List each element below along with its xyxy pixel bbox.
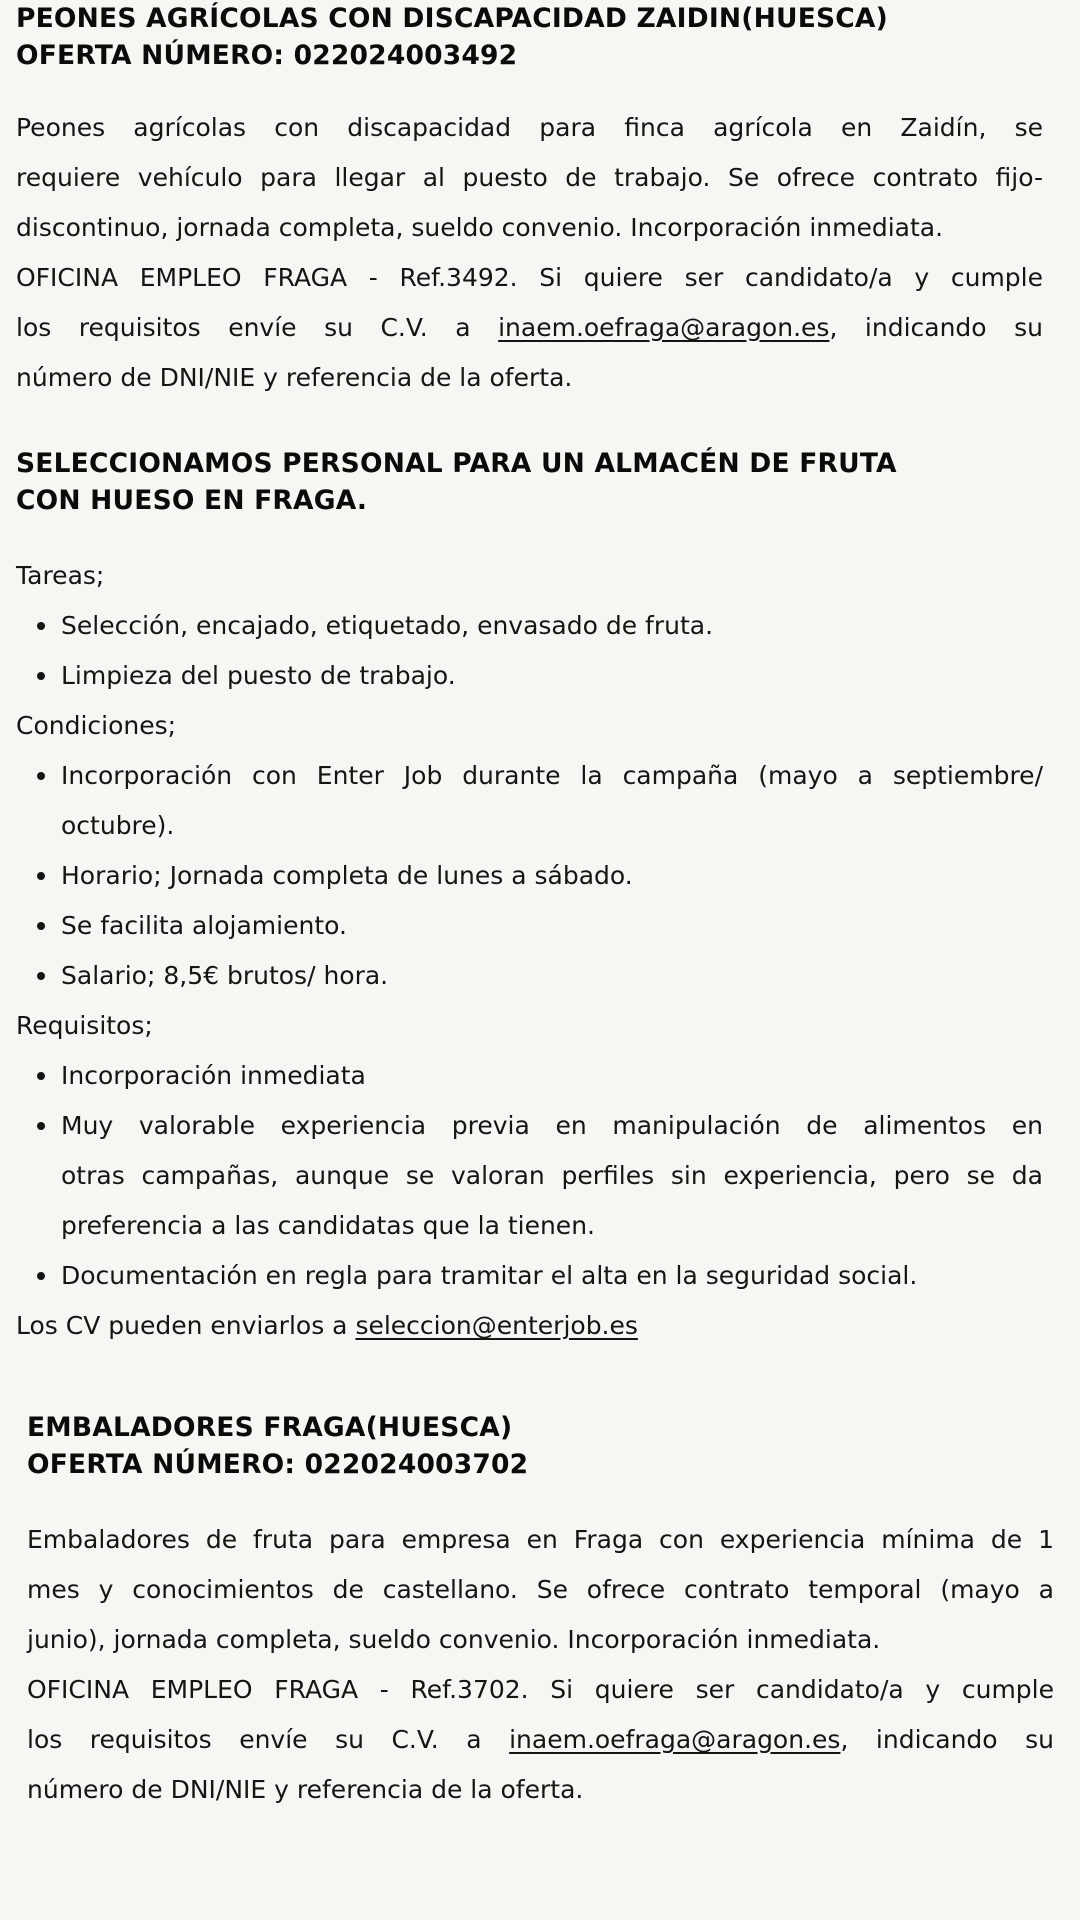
offer-zaidin-desc-line1: Peones agrícolas con discapacidad para finca agrícola en Zaidín, se [16,113,1043,142]
condition-line: Incorporación con Enter Job durante la campaña (mayo a septiembre/ [61,761,1043,790]
offer-zaidin-offer-number: OFERTA NÚMERO: 022024003492 [16,40,518,71]
offer-embaladores-office-text-after: , indicando su [840,1725,1054,1754]
offer-zaidin-office-text: los requisitos envíe su C.V. a [16,313,499,342]
cv-contact-text: Los CV pueden enviarlos a [16,1311,356,1340]
offer-embaladores-desc-line2: mes y conocimientos de castellano. Se ofrece contrato temporal (mayo a [27,1575,1054,1604]
tasks-label: Tareas; [16,561,105,590]
offer-zaidin-office-line1: OFICINA EMPLEO FRAGA - Ref.3492. Si quiere ser candidato/a y cumple [16,263,1043,292]
offer-embaladores-office-text: los requisitos envíe su C.V. a [27,1725,510,1754]
requirement-line: preferencia a las candidatas que la tienen. [61,1211,595,1240]
list-item: Selección, encajado, etiquetado, envasado de fruta. [61,601,1043,651]
offer-zaidin [16,0,1042,74]
requirements-label: Requisitos; [16,1011,153,1040]
conditions-list [16,751,1043,1001]
offer-embaladores [27,1409,1053,1483]
offer-zaidin-office-line3: número de DNI/NIE y referencia de la oferta. [16,363,573,392]
offer-embaladores-office-info [27,1665,1054,1815]
list-item: Horario; Jornada completa de lunes a sábado. [61,851,1043,901]
list-item: Se facilita alojamiento. [61,901,1043,951]
offer-almacen-body [16,551,1043,1351]
offer-almacen-title-line1: SELECCIONAMOS PERSONAL PARA UN ALMACÉN DE FRUTA [16,448,897,479]
offer-zaidin-title [16,0,1042,74]
requirement-line: Muy valorable experiencia previa en manipulación de alimentos en [61,1111,1043,1140]
offer-embaladores-office-line2 [27,1715,1054,1765]
offer-embaladores-body [27,1515,1054,1815]
offer-embaladores-desc-line3: junio), jornada completa, sueldo convenio. Incorporación inmediata. [27,1625,881,1654]
conditions-label: Condiciones; [16,711,177,740]
offer-almacen-title [16,445,1042,519]
offer-zaidin-email-link[interactable]: inaem.oefraga@aragon.es [498,313,830,342]
offer-embaladores-office-line3: número de DNI/NIE y referencia de la oferta. [27,1775,584,1804]
list-item: Limpieza del puesto de trabajo. [61,651,1043,701]
list-item: Salario; 8,5€ brutos/ hora. [61,951,1043,1001]
list-item: Documentación en regla para tramitar el alta en la seguridad social. [61,1251,1043,1301]
offer-embaladores-desc-line1: Embaladores de fruta para empresa en Fraga con experiencia mínima de 1 [27,1525,1054,1554]
offer-embaladores-title-line1: EMBALADORES FRAGA(HUESCA) [27,1412,513,1443]
offer-embaladores-description [27,1515,1054,1665]
offer-zaidin-body [16,103,1043,403]
offer-almacen-title-line2: CON HUESO EN FRAGA. [16,485,368,516]
requirement-line: otras campañas, aunque se valoran perfiles sin experiencia, pero se da [61,1161,1043,1190]
offer-zaidin-title-line1: PEONES AGRÍCOLAS CON DISCAPACIDAD ZAIDIN(HUESCA) [16,3,888,34]
offer-zaidin-office-text-after: , indicando su [829,313,1043,342]
list-item [61,751,1043,851]
offer-embaladores-title [27,1409,1053,1483]
offer-zaidin-desc-line3: discontinuo, jornada completa, sueldo convenio. Incorporación inmediata. [16,213,944,242]
tasks-list [16,601,1043,701]
offer-zaidin-desc-line2: requiere vehículo para llegar al puesto de trabajo. Se ofrece contrato fijo- [16,163,1043,192]
offer-zaidin-description [16,103,1043,253]
requirements-list [16,1051,1043,1301]
condition-line: octubre). [61,811,175,840]
offer-embaladores-office-line1: OFICINA EMPLEO FRAGA - Ref.3702. Si quiere ser candidato/a y cumple [27,1675,1054,1704]
list-item: Incorporación inmediata [61,1051,1043,1101]
offer-zaidin-office-info [16,253,1043,403]
offer-embaladores-email-link[interactable]: inaem.oefraga@aragon.es [509,1725,841,1754]
enterjob-email-link[interactable]: seleccion@enterjob.es [355,1311,638,1340]
list-item [61,1101,1043,1251]
offer-zaidin-office-line2 [16,303,1043,353]
offer-almacen [16,445,1042,519]
cv-contact [16,1301,1043,1351]
offer-embaladores-offer-number: OFERTA NÚMERO: 022024003702 [27,1449,529,1480]
